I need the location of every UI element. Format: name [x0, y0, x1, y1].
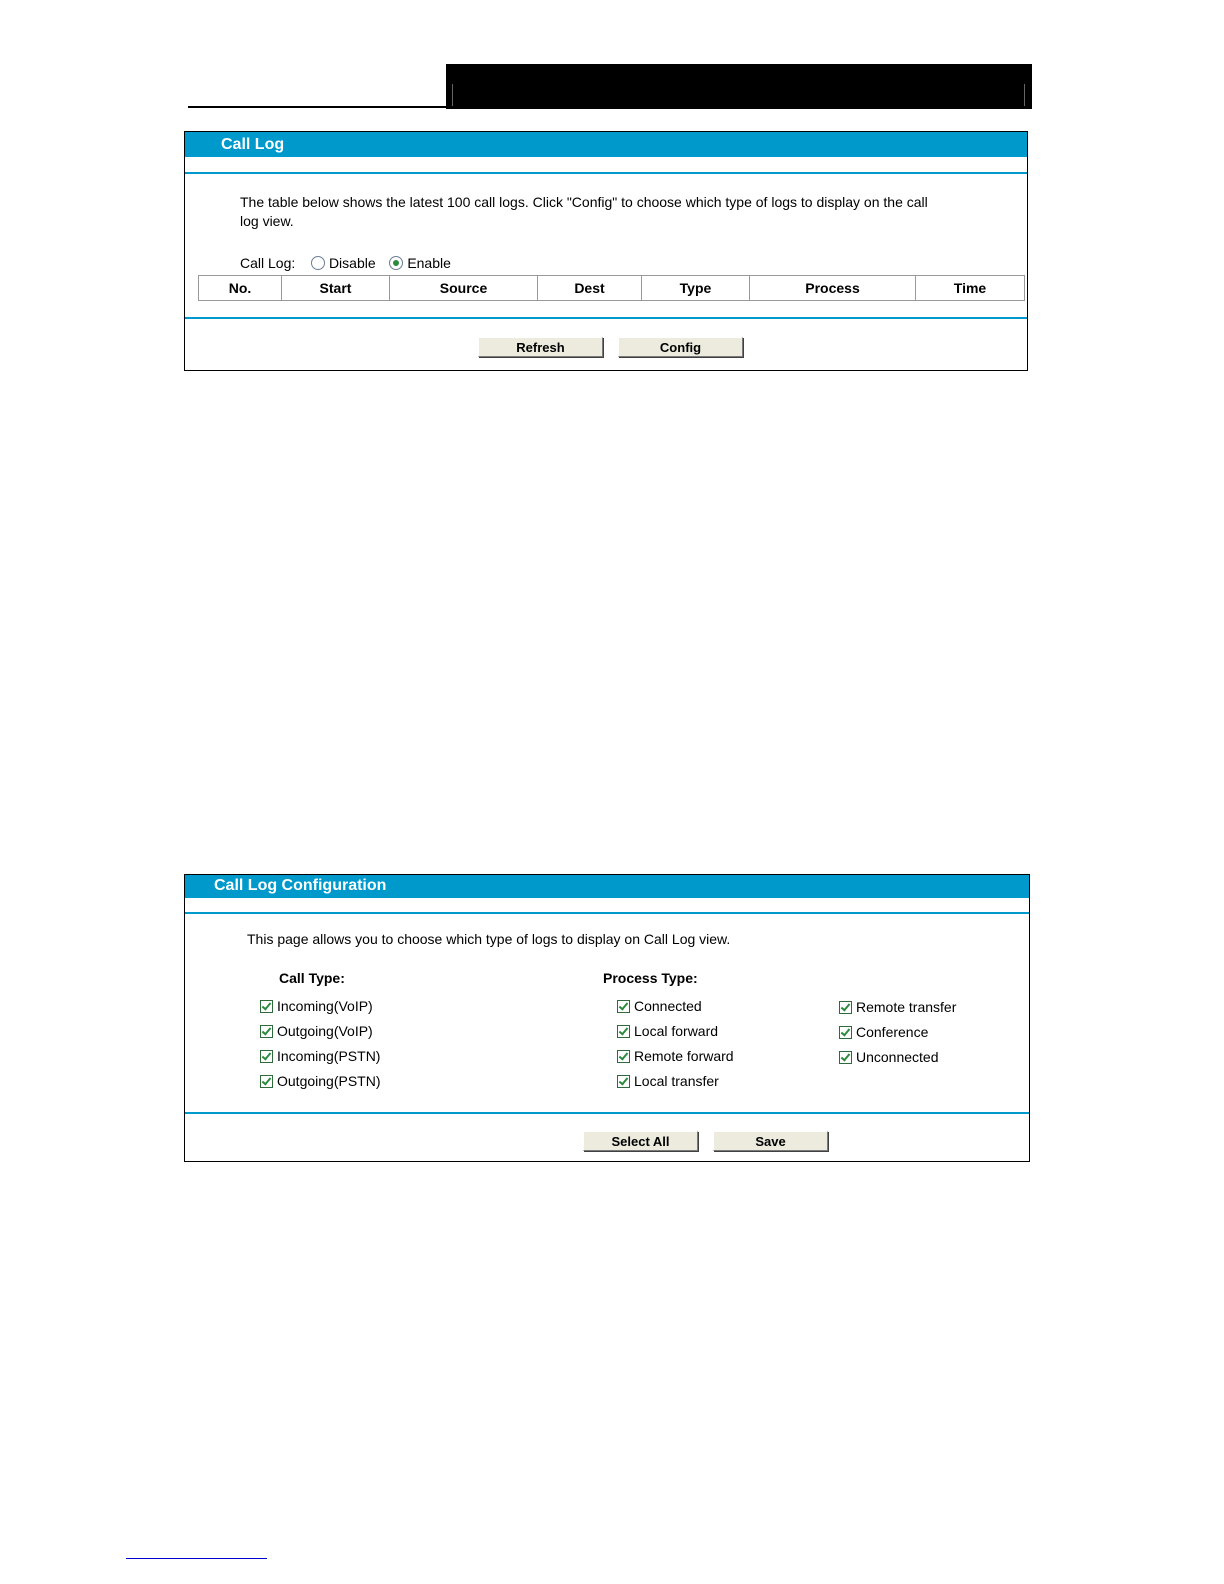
call-log-description	[240, 193, 928, 231]
footer-link-underline	[126, 1558, 267, 1559]
config-description: This page allows you to choose which type of logs to display on Call Log view.	[247, 931, 731, 947]
header-bar	[446, 64, 1032, 109]
checkbox-check-icon[interactable]	[260, 1050, 273, 1063]
checkbox-incoming-pstn[interactable]	[260, 1048, 380, 1064]
checkbox-label: Remote transfer	[856, 999, 957, 1015]
header-rule	[188, 106, 448, 108]
process-type-label: Process Type:	[603, 970, 698, 986]
checkbox-check-icon[interactable]	[839, 1051, 852, 1064]
checkbox-label: Unconnected	[856, 1049, 939, 1065]
call-log-panel	[184, 131, 1028, 371]
checkbox-check-icon[interactable]	[617, 1075, 630, 1088]
select-all-button[interactable]: Select All	[583, 1131, 698, 1151]
header-bar-tick-right	[1024, 84, 1025, 106]
col-header-start[interactable]: Start	[282, 276, 390, 301]
checkbox-label: Remote forward	[634, 1048, 734, 1064]
config-button[interactable]: Config	[618, 337, 743, 357]
checkbox-incoming-voip[interactable]	[260, 998, 373, 1014]
table-header-row	[199, 276, 1025, 301]
checkbox-label: Outgoing(VoIP)	[277, 1023, 373, 1039]
checkbox-label: Connected	[634, 998, 702, 1014]
checkbox-check-icon[interactable]	[260, 1000, 273, 1013]
checkbox-label: Conference	[856, 1024, 929, 1040]
checkbox-check-icon[interactable]	[617, 1000, 630, 1013]
call-log-toggle-label: Call Log:	[240, 255, 296, 271]
checkbox-local-transfer[interactable]	[617, 1073, 719, 1089]
checkbox-check-icon[interactable]	[839, 1026, 852, 1039]
refresh-button[interactable]: Refresh	[478, 337, 603, 357]
checkbox-label: Local transfer	[634, 1073, 719, 1089]
checkbox-check-icon[interactable]	[617, 1050, 630, 1063]
checkbox-remote-transfer[interactable]	[839, 999, 956, 1015]
col-header-time[interactable]: Time	[916, 276, 1025, 301]
description-line-1: The table below shows the latest 100 call logs. Click "Config" to choose which type of logs to display on the call	[240, 194, 928, 210]
checkbox-check-icon[interactable]	[260, 1075, 273, 1088]
bottom-divider	[185, 317, 1027, 319]
checkbox-label: Incoming(VoIP)	[277, 998, 373, 1014]
call-log-table	[198, 275, 1025, 301]
checkbox-unconnected[interactable]	[839, 1049, 939, 1065]
col-header-type[interactable]: Type	[642, 276, 750, 301]
checkbox-connected[interactable]	[617, 998, 702, 1014]
call-log-config-panel	[184, 874, 1030, 1162]
checkbox-label: Outgoing(PSTN)	[277, 1073, 381, 1089]
checkbox-check-icon[interactable]	[260, 1025, 273, 1038]
call-log-title: Call Log	[185, 132, 1027, 157]
checkbox-label: Incoming(PSTN)	[277, 1048, 381, 1064]
checkbox-remote-forward[interactable]	[617, 1048, 734, 1064]
col-header-dest[interactable]: Dest	[538, 276, 642, 301]
disable-radio[interactable]	[311, 256, 325, 270]
config-top-divider	[185, 912, 1029, 914]
checkbox-label: Local forward	[634, 1023, 719, 1039]
config-bottom-divider	[185, 1112, 1029, 1114]
checkbox-outgoing-pstn[interactable]	[260, 1073, 380, 1089]
save-button[interactable]: Save	[713, 1131, 828, 1151]
checkbox-outgoing-voip[interactable]	[260, 1023, 373, 1039]
checkbox-check-icon[interactable]	[839, 1001, 852, 1014]
header-bar-tick-left	[452, 84, 453, 106]
enable-radio-label[interactable]: Enable	[407, 255, 451, 271]
call-log-config-title: Call Log Configuration	[185, 875, 1029, 898]
enable-radio[interactable]	[389, 256, 403, 270]
checkbox-check-icon[interactable]	[617, 1025, 630, 1038]
disable-radio-label[interactable]: Disable	[328, 255, 376, 271]
col-header-source[interactable]: Source	[390, 276, 538, 301]
checkbox-local-forward[interactable]	[617, 1023, 718, 1039]
checkbox-conference[interactable]	[839, 1024, 928, 1040]
top-divider	[185, 172, 1027, 174]
call-log-toggle	[240, 254, 451, 273]
description-line-2: log view.	[240, 213, 294, 229]
col-header-no[interactable]: No.	[199, 276, 282, 301]
call-type-label: Call Type:	[279, 970, 345, 986]
col-header-process[interactable]: Process	[750, 276, 916, 301]
